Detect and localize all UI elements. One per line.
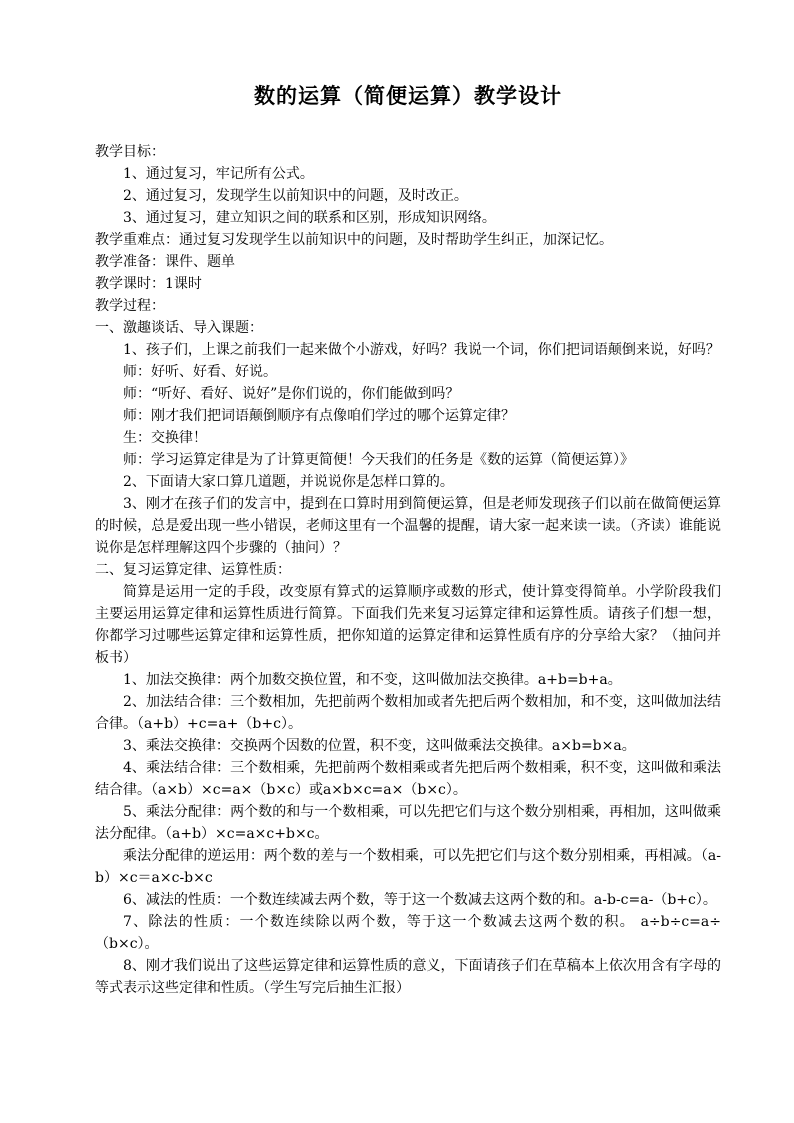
text-line: 1、通过复习，牢记所有公式。: [123, 166, 314, 182]
text-line: 师：学习运算定律是为了计算更简便！今天我们的任务是《数的运算（简便运算）》: [123, 452, 634, 468]
text-line: 1、加法交换律：两个加数交换位置，和不变，这叫做加法交换律。a+b=b+a。: [123, 672, 622, 688]
text-line: 2、加法结合律：三个数相加，先把前两个数相加或者先把后两个数相加，和不变，这叫做加法结合律。（a+b）+c=a+（b+c）。: [95, 694, 721, 732]
text-line: 师：好听、好看、好说。: [123, 364, 277, 380]
text-line: 3、刚才在孩子们的发言中，提到在口算时用到简便运算，但是老师发现孩子们以前在做简便运算的时候，总是爱出现一些小错误，老师这里有一个温馨的提醒，请大家一起来读一读。（齐读）谁能说说你是怎样理解这四个步骤的（抽问）？: [95, 496, 721, 556]
text-line: 生：交换律！: [123, 430, 207, 446]
text-line: 教学重难点：通过复习发现学生以前知识中的问题，及时帮助学生纠正，加深记忆。: [95, 232, 613, 248]
text-line: 1、孩子们，上课之前我们一起来做个小游戏，好吗？我说一个词，你们把词语颠倒来说，好吗？: [123, 342, 720, 358]
text-line: 二、复习运算定律、运算性质：: [95, 562, 291, 578]
text-line: 2、通过复习，发现学生以前知识中的问题，及时改正。: [123, 188, 468, 204]
text-line: 3、通过复习，建立知识之间的联系和区别，形成知识网络。: [123, 210, 496, 226]
text-line: 乘法分配律的逆运用：两个数的差与一个数相乘，可以先把它们与这个数分别相乘，再相减。（a-b）×c＝a×c-b×c: [95, 848, 721, 886]
text-line: 教学准备：课件、题单: [95, 254, 235, 270]
document-title: 数的运算（简便运算）教学设计: [254, 84, 562, 108]
document-page: [95, 82, 721, 999]
text-line: 6、减法的性质：一个数连续减去两个数，等于这一个数减去这两个数的和。a-b-c=a-（b+c）。: [123, 892, 717, 908]
text-line: 7、除法的性质：一个数连续除以两个数，等于这一个数减去这两个数的积。 a÷b÷c=a÷（b×c）。: [95, 914, 721, 952]
text-line: 3、乘法交换律：交换两个因数的位置，积不变，这叫做乘法交换律。a×b=b×a。: [123, 738, 636, 754]
text-line: 教学课时：1课时: [95, 276, 202, 292]
text-line: 5、乘法分配律：两个数的和与一个数相乘，可以先把它们与这个数分别相乘，再相加，这叫做乘法分配律。（a+b）×c=a×c+b×c。: [95, 804, 721, 842]
text-line: 师：“听好、看好、说好”是你们说的，你们能做到吗？: [123, 386, 460, 402]
text-line: 4、乘法结合律：三个数相乘，先把前两个数相乘或者先把后两个数相乘，积不变，这叫做和乘法结合律。（a×b）×c=a×（b×c）或a×b×c=a×（b×c）。: [95, 760, 721, 798]
text-line: 简算是运用一定的手段，改变原有算式的运算顺序或数的形式，使计算变得简单。小学阶段我们主要运用运算定律和运算性质进行简算。下面我们先来复习运算定律和运算性质。请孩子们想一想，你都学习过哪些运算定律和运算性质，把你知道的运算定律和运算性质有序的分享给大家？（抽问并板书）: [95, 584, 721, 666]
document-body: [95, 141, 721, 999]
text-line: 师：刚才我们把词语颠倒顺序有点像咱们学过的哪个运算定律？: [123, 408, 515, 424]
text-line: 教学过程：: [95, 298, 165, 314]
text-line: 一、激趣谈话、导入课题：: [95, 320, 263, 336]
text-line: 8、刚才我们说出了这些运算定律和运算性质的意义，下面请孩子们在草稿本上依次用含有字母的等式表示这些定律和性质。（学生写完后抽生汇报）: [95, 958, 721, 996]
text-line: 教学目标：: [95, 144, 165, 160]
text-line: 2、下面请大家口算几道题，并说说你是怎样口算的。: [123, 474, 454, 490]
